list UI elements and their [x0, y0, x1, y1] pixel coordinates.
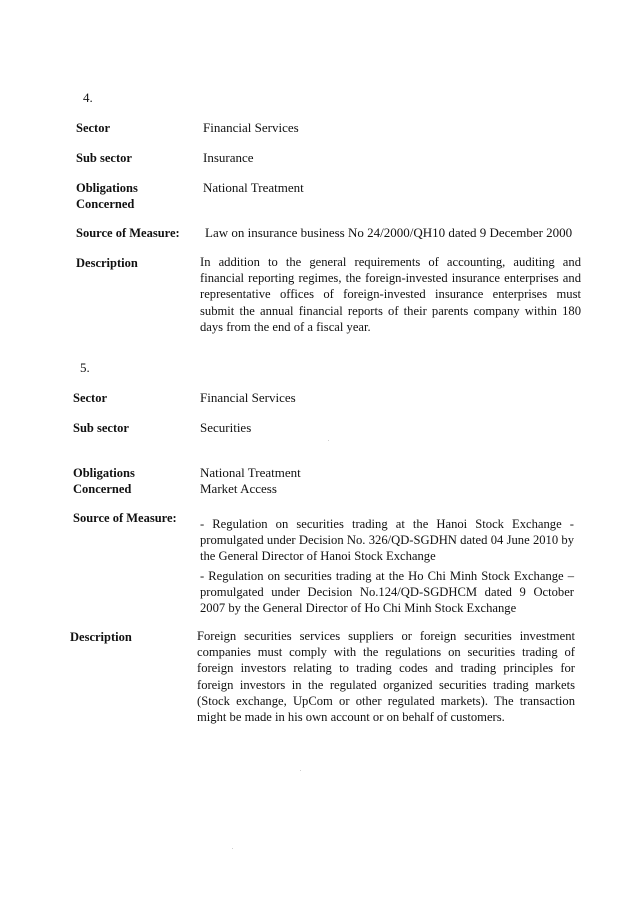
entry-5-subsector-value: Securities — [200, 420, 252, 435]
entry-4-source-label: Source of Measure: — [76, 226, 180, 240]
entry-5-description-label: Description — [70, 630, 132, 644]
entry-5-number: 5. — [80, 360, 90, 375]
scan-speck — [300, 770, 301, 771]
entry-5-description-value: Foreign securities services suppliers or foreign securities investment companies must comply with the regulations on securities trading of foreign investors relating to trading codes and trading principles for foreign investors in the regulated organized securities trading markets (Stock exchange, UpCom or other regulated markets). The transaction might be made in his own account or on behalf of customers. — [197, 629, 575, 725]
entry-5-obligations-value-1: National Treatment — [200, 465, 301, 480]
entry-5-source-label: Source of Measure: — [73, 511, 177, 525]
entry-5-obligations-value-2: Market Access — [200, 481, 277, 496]
entry-4-subsector-value: Insurance — [203, 150, 254, 165]
entry-4-description-value: In addition to the general requirements of accounting, auditing and financial reporting regimes, the foreign-invested insurance enterprises and representative offices of foreign-invested insurance enterprises must submit the annual financial reports of their parents company within 180 days from the end of a fiscal year. — [200, 255, 581, 334]
entry-4-number: 4. — [83, 90, 93, 105]
scan-speck — [328, 440, 329, 441]
entry-5-obligations-label-line1: Obligations — [73, 466, 135, 480]
entry-4-sector-label: Sector — [76, 121, 111, 135]
entry-5-sector-value: Financial Services — [200, 390, 296, 405]
entry-4-description-label: Description — [76, 256, 138, 270]
entry-4-source-value: Law on insurance business No 24/2000/QH10 dated 9 December 2000 — [205, 225, 573, 240]
entry-4-obligations-label-line1: Obligations — [76, 181, 138, 195]
entry-5-subsector-label: Sub sector — [73, 421, 129, 435]
entry-4-obligations-value: National Treatment — [203, 180, 304, 195]
entry-5-source-value-2: - Regulation on securities trading at the Ho Chi Minh Stock Exchange – promulgated under Decision No.124/QD-SGDHCM dated 9 October 2007 by the General Director of Ho Chi Minh Stock Exchange — [200, 569, 574, 616]
entry-4-obligations-label-line2: Concerned — [76, 197, 135, 211]
entry-5-sector-label: Sector — [73, 391, 108, 405]
entry-5-source-value-1: - Regulation on securities trading at the Hanoi Stock Exchange - promulgated under Decision No. 326/QD-SGDHN dated 04 June 2010 by the General Director of Hanoi Stock Exchange — [200, 517, 574, 564]
entry-4-subsector-label: Sub sector — [76, 151, 132, 165]
scan-speck — [232, 848, 233, 849]
entry-4-sector-value: Financial Services — [203, 120, 299, 135]
entry-5-obligations-label-line2: Concerned — [73, 482, 132, 496]
